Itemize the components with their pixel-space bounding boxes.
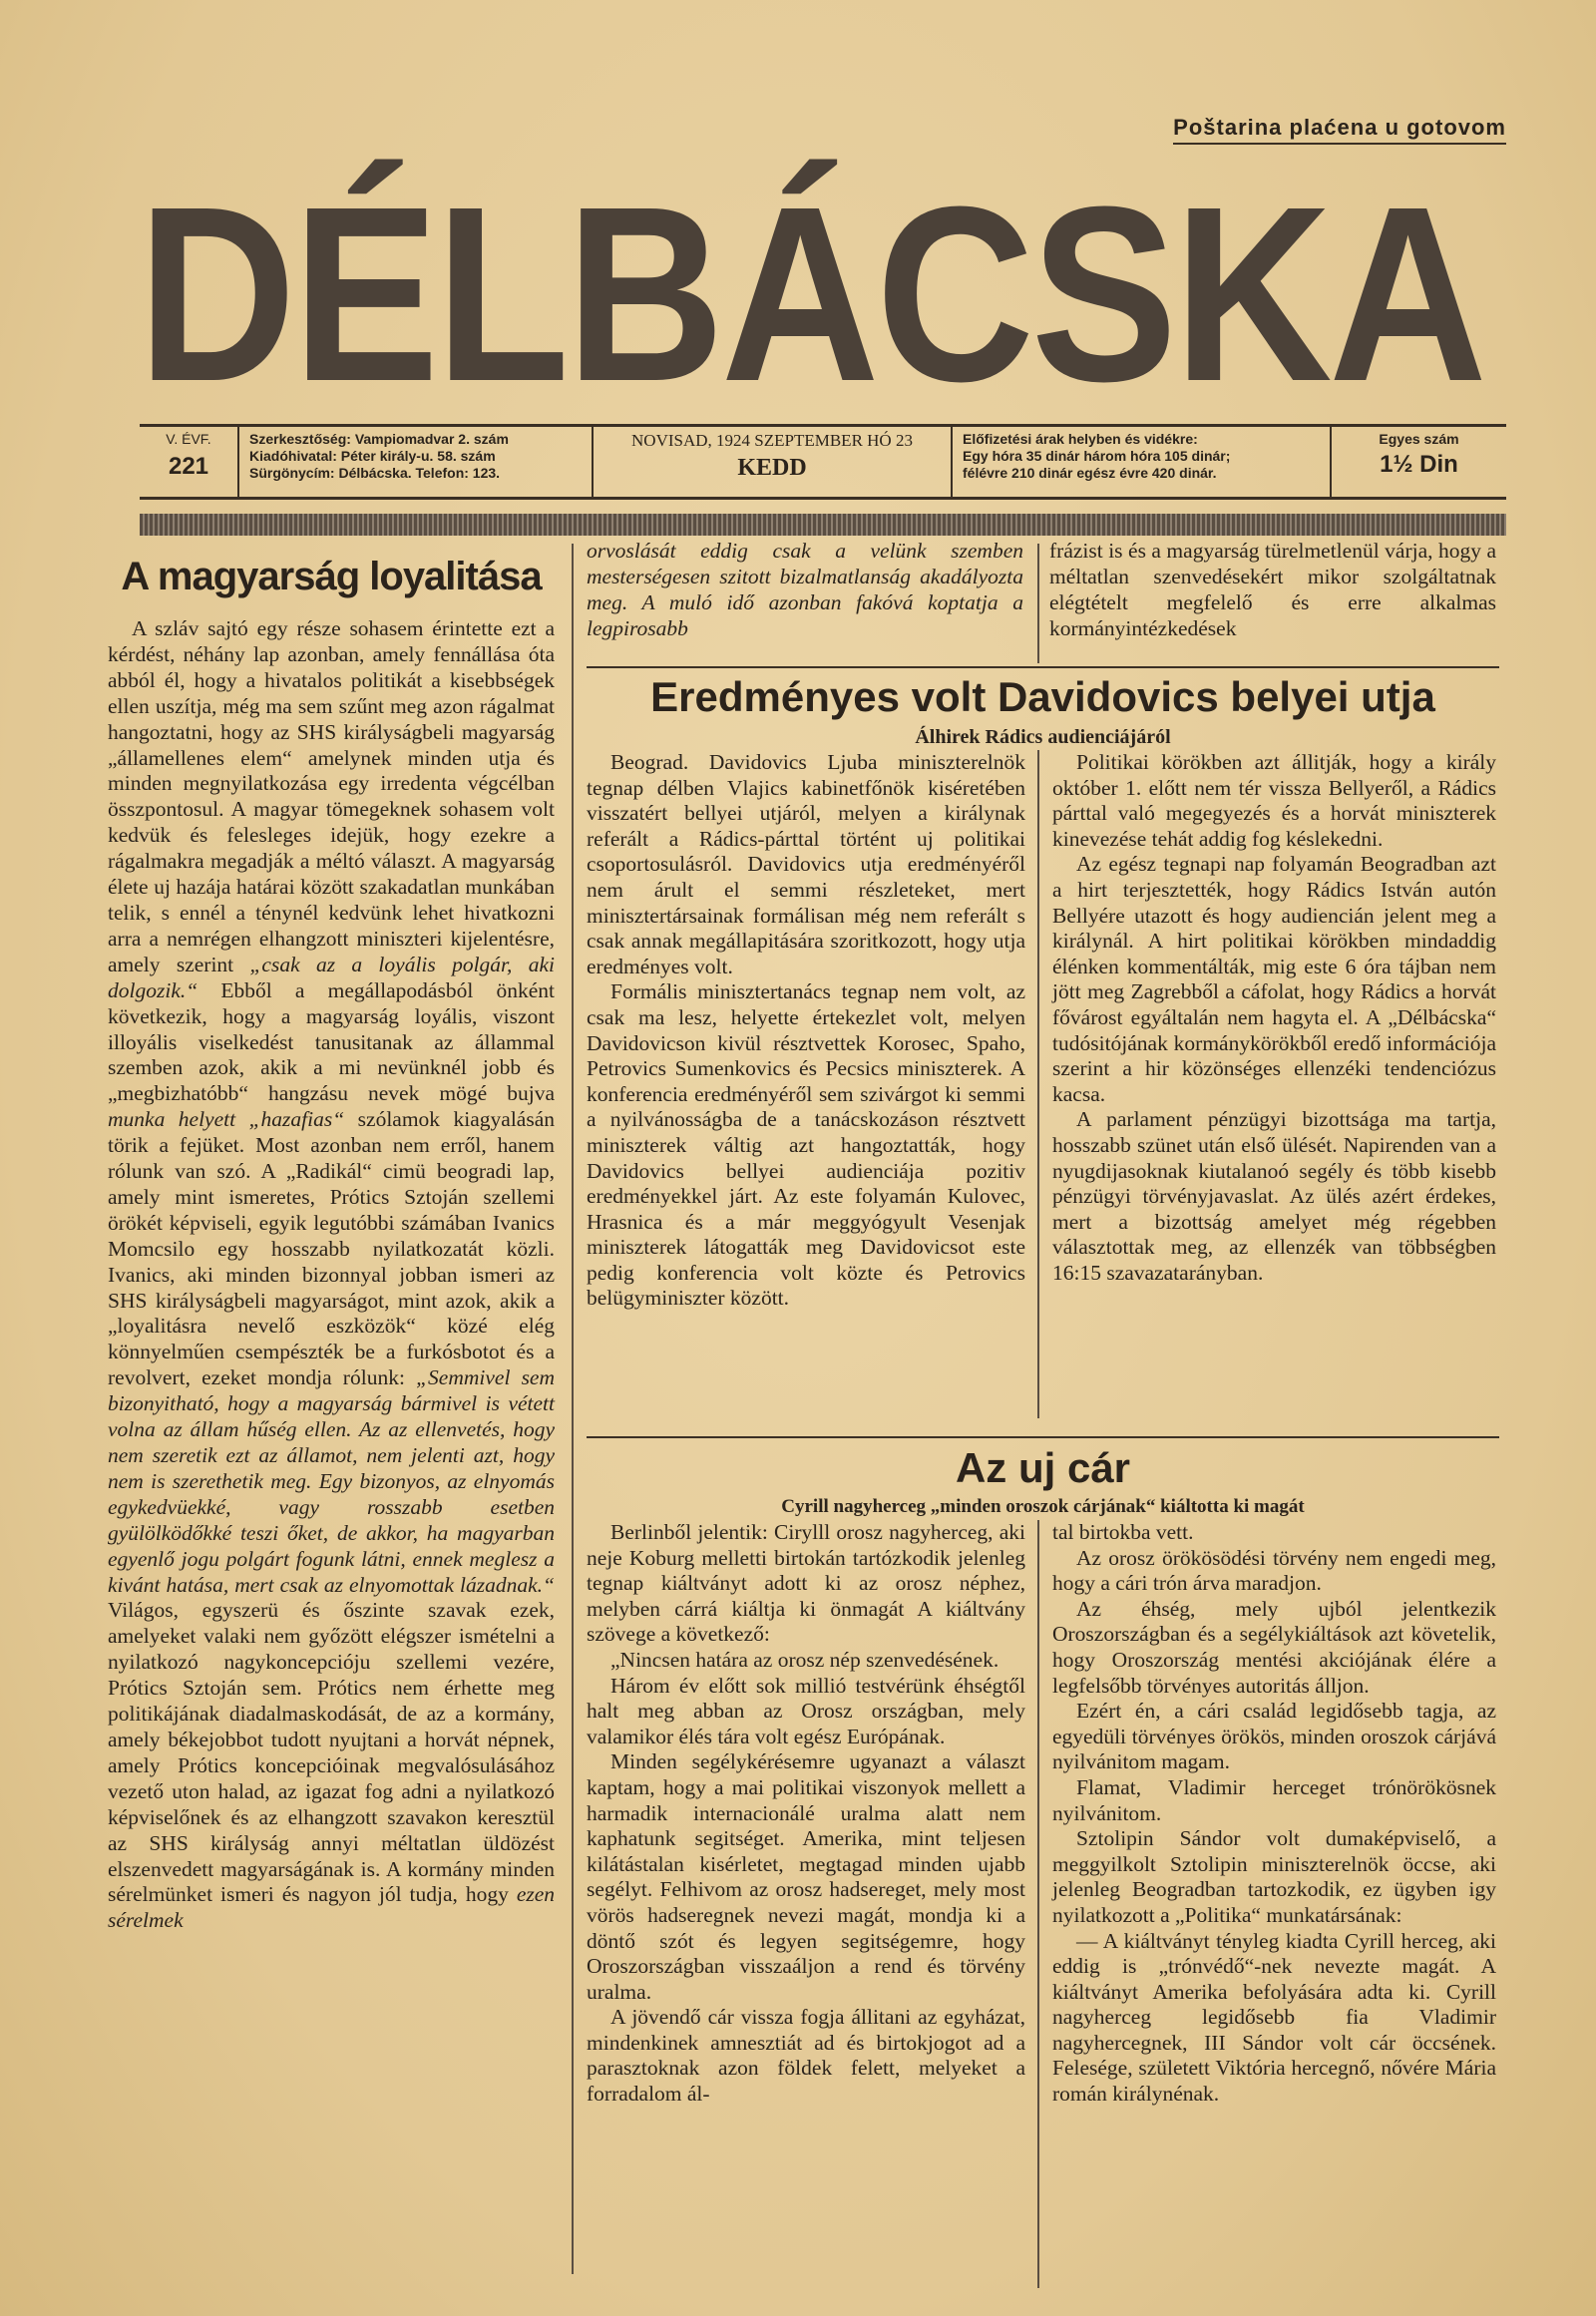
tsar-col-left: [587, 1520, 1025, 2298]
subscription-line: félévre 210 dinár egész évre 420 dinár.: [963, 465, 1217, 481]
office-box: [239, 427, 594, 497]
loyalty-continuation-right: frázist is és a magyarság türelmetlenül várja, hogy a méltatlan szenvedésekért mikor szolgáltatnak elégtételt megfelelő és erre alkalmas kormányintézkedések: [1049, 539, 1496, 640]
office-line: Szerkesztőség: Vampiomadvar 2. szám: [249, 431, 509, 447]
article-tsar-title: Az uj cár: [955, 1444, 1131, 1491]
article-paragraph: „Nincsen határa az orosz nép szenvedésének.: [610, 1647, 999, 1672]
article-paragraph: Az éhség, mely ujból jelentkezik Oroszországban és a segélykiáltások azt követelik, hogy Oroszország mentési akciójának élére a legfelsőbb törvényes autoritás álljon.: [1052, 1596, 1496, 1698]
subscription-line: Egy hóra 35 dinár három hóra 105 dinár;: [963, 448, 1231, 464]
date-box: [594, 427, 953, 497]
davidovics-col-left: [587, 750, 1025, 1428]
article-paragraph: Formális minisztertanács tegnap nem volt, az csak ma lesz, helyette értekezlet volt, melyen Davidovicson kivül résztvettek Korosec, Spaho, Petrovics Sumenkovics és Pecsics miniszterek. A konferencia eredményéről sem szivárgot ki semmi a nyilvánosságba de a tanácskozáson résztvett miniszterek váltig azt hangoztatták, hogy Davidovics bellyei audienciája pozitiv eredményekkel járt. Az este folyamán Kulovec, Hrasnica és a már meggyógyult Vesenjak miniszterek látogatták meg Davidovicsot este pedig konferencia volt közte és Petrovics belügyminiszter között.: [587, 979, 1025, 1311]
article-paragraph: Beograd. Davidovics Ljuba miniszterelnök tegnap délben Vlajics kabinetfőnök kiséretében visszatért bellyei utjáról, melyen a királynak referált a Rádics-párttal történt uj politikai csoportosulásról. Davidovics utja eredményéről nem árult el semmi részleteket, mert minisztertársainak formálisan még nem referált s csak annak megállapitására szoritkozott, hogy utja eredményes volt.: [587, 750, 1025, 978]
subscription-line: Előfizetési árak helyben és vidékre:: [963, 431, 1198, 447]
price-value: 1½ Din: [1380, 451, 1458, 478]
header-rule: [140, 514, 1506, 536]
article-paragraph: Berlinből jelentik: Cirylll orosz nagyherceg, aki neje Koburg melletti birtokán tartózkodik jelenleg tegnap kiáltványt adott ki az orosz néphez, melyben cárrá kiáltja ki önmagát A kiáltvány szövege a következő:: [587, 1520, 1025, 1647]
article-loyalty: [108, 539, 555, 2279]
article-paragraph: Három év előtt sok millió testvérünk éhségtől halt meg abban az Orosz országban, mely valamikor élés tára volt egész Európának.: [587, 1673, 1025, 1748]
article-tsar-subtitle: Cyrill nagyherceg „minden oroszok cárjának“ kiáltotta ki magát: [781, 1496, 1305, 1517]
info-bar: [140, 424, 1506, 500]
article-paragraph: Az egész tegnapi nap folyamán Beogradban azt a hirt terjesztették, hogy Rádics István autón Bellyére utazott és hogy audiencián jelent meg a királynál. A hirt politikai körökben mindaddig élénken kommentálták, mig este 6 óra tájban nem jött meg Zagrebből a cáfolat, hogy Rádics a horvát fővárost egyáltalán nem hagyta el. A „Délbácska“ tudósitójának kormánykörökből eredő információja szerint a hir közönséges ellenzéki tendenciózus kacsa.: [1052, 852, 1496, 1106]
postal-note: Poštarina plaćena u gotovom: [1173, 115, 1506, 145]
price-box: [1332, 427, 1506, 497]
office-line: Sürgönycím: Délbácska. Telefon: 123.: [249, 465, 501, 481]
office-line: Kiadóhivatal: Péter király-u. 58. szám: [249, 448, 496, 464]
article-paragraph: Sztolipin Sándor volt dumaképviselő, a meggyilkolt Sztolipin miniszterelnök öccse, aki jelenleg Beogradban tartozkodik, ez ügyben igy nyilatkozott a „Politika“ munkatársának:: [1052, 1826, 1496, 1927]
year-label: V. ÉVF.: [166, 431, 211, 447]
tsar-col-right: [1052, 1520, 1496, 2298]
article-paragraph: Az orosz örökösödési törvény nem engedi meg, hogy a cári trón árva maradjon.: [1052, 1545, 1496, 1596]
article-davidovics-title: Eredményes volt Davidovics belyei utja: [650, 673, 1435, 720]
section-rule: [587, 1436, 1499, 1438]
column-divider: [572, 544, 574, 2274]
article-paragraph: — A kiáltványt tényleg kiadta Cyrill herceg, aki eddig is „trónvédő“-nek nevezte magát. A kiáltványt Amerika befolyására adta ki. Cyrill nagyherceg legidősebb fia Vladimir nagyhercegnek, III Sándor volt cár öccsének. Felesége, született Viktória hercegnő, nővére Mária román királynénak.: [1052, 1928, 1496, 2107]
article-paragraph: A szláv sajtó egy része sohasem érintette ezt a kérdést, néhány lap azonban, amely fennállása óta abból él, hogy a hivatalos politikát a kisebbségek ellen uszítja, még ma sem szűnt meg azon rágalmat hangoztatni, hogy az SHS királyságbeli magyarság „államellenes elem“ amelynek minden utja és minden megnyilatkozása egy irredenta végcélban összpontosul. A magyar tömegeknek sohasem volt kedvük és felesleges idejük, hogy ezekre a rágalmakra megadják a méltó választ. A magyarság élete uj hazája határai között szakadatlan munkában telik, s ennél a ténynél kedvünk lehet hivatkozni arra a nemrégen elhangzott miniszteri kijelentésre, amely szerint „csak az a loyális polgár, aki dolgozik.“ Ebből a megállapodásból önként következik, hogy a magyarság loyális, viszont illoyális viselkedést tanusitanak az állammal szemben azok, akik a mi nevünknél jobb és „megbizhatóbb“ hangzásu nevek mögé bujva munka helyett „hazafias“ szólamok kiagyalásán törik a fejüket. Most azonban nem erről, hanem rólunk van szó. A „Radikál“ cimü beogradi lap, amely mint ismeretes, Prótics Sztoján szellemi örökét képviseli, egyik legutóbbi számában Ivanics Momcsilo egy hosszabb nyilatkozatát közli. Ivanics, aki minden bizonnyal jobban ismeri az SHS királyságbeli magyarságot, mint azok, akik a „loyalitásra nevelő eszközök“ közé elég könnyelműen csempészték be a furkósbotot és a revolvert, ezeket mondja rólunk: „Semmivel sem bizonyitható, hogy a magyarság bármivel is vétett volna az állam hűség ellen. Az az ellenvetés, hogy nem szeretik ezt az államot, nem jelenti azt, hogy nem is szerethetik meg. Egy bizonyos, az elnyomás egykedvüekké, vagy rosszabb esetben gyülölködőkké teszi őket, de akkor, ha magyarban egyenlő jogu polgárt fogunk látni, ennek meglesz a kivánt hatása, mert csak az elnyomottak lázadnak.“ Világos, egyszerü és őszinte szavak ezek, amelyeket valaki nem győzött elégszer ismételni a nyilatkozó nagykoncepcióju szellemi vezére, Prótics Sztoján sem. Prótics nem érhette meg politikájának diadalmaskodását, de az a kormány, amely békejobbot tudott nyujtani a horvát népnek, amely Prótics koncepcióinak megvalósulásához vezető uton halad, az igazat fog adni a nyilatkozó képviselőnek és az elhangzott szavakon keresztül az SHS királyság annyi méltatlan üldözést elszenvedett magyarságának is. A kormány minden sérelmünket ismeri és nagyon jól tudja, hogy ezen sérelmek: [108, 616, 556, 1933]
davidovics-col-right: [1052, 750, 1496, 1428]
price-label: Egyes szám: [1379, 431, 1459, 447]
article-paragraph: Ezért én, a cári család legidősebb tagja, az egyedüli törvényes örökös, minden oroszok cárjává nyilvánitom magam.: [1052, 1699, 1496, 1774]
article-paragraph: Politikai körökben azt állitják, hogy a király október 1. előtt nem tér vissza Bellyeről, a Rádics párttal való megegyezés és a horvát miniszterek kinevezése tehát addig fog késlekedni.: [1052, 750, 1496, 851]
article-paragraph: A jövendő cár vissza fogja állitani az egyházat, mindenkinek amnesztiát ad és birtokjogot ad a parasztoknak azon földek felett, melyeket a forradalom ál-: [587, 2005, 1025, 2107]
column-divider: [1037, 750, 1039, 1418]
subscription-box: [953, 427, 1332, 497]
issue-number: 221: [168, 453, 209, 480]
article-paragraph: Minden segélykérésemre ugyanazt a választ kaptam, hogy a mai politikai viszonyok mellett a harmadik internacionálé uralma alatt nem kaphatunk segitséget. Amerika, mint teljesen kilátástalan kisérletet, megtagad minden ujabb segélyt. Felhivom az orosz hadsereget, mely most vörös hadseregnek nevezi magát, mondja ki a döntő szót és legyen segitségemre, hogy Oroszországban visszaáljon a rend és törvény uralma.: [587, 1749, 1025, 2004]
year-box: [140, 427, 239, 497]
article-davidovics-subtitle: Álhirek Rádics audienciájáról: [915, 726, 1171, 748]
masthead-title: DÉLBÁCSKA: [138, 155, 1484, 433]
loyalty-continuation-mid: orvoslását eddig csak a velünk szemben mesterségesen szitott bizalmatlanság akadályozta meg. A muló idő azonban fakóvá koptatja a legpirosabb: [587, 539, 1023, 640]
section-rule: [587, 666, 1499, 668]
date-line: NOVISAD, 1924 SZEPTEMBER HÓ 23: [631, 431, 913, 450]
weekday: KEDD: [737, 455, 807, 481]
article-paragraph: tal birtokba vett.: [1052, 1520, 1194, 1544]
column-divider: [1037, 544, 1039, 663]
article-loyalty-title: A magyarság loyalitása: [121, 555, 542, 598]
article-paragraph: Flamat, Vladimir herceget trónörökösnek nyilvánitom.: [1052, 1774, 1496, 1825]
article-paragraph: A parlament pénzügyi bizottsága ma tartja, hosszabb szünet után első ülését. Napirenden van a nyugdijasoknak kiutalanoó segély és több kisebb pénzügyi törvényjavaslat. Az ülés azért érdekes, mert a bizottság amelyet még régebben választottak meg, az ellenzék van többségben 16:15 szavazatarányban.: [1052, 1107, 1496, 1285]
column-divider: [1037, 1520, 1039, 2288]
